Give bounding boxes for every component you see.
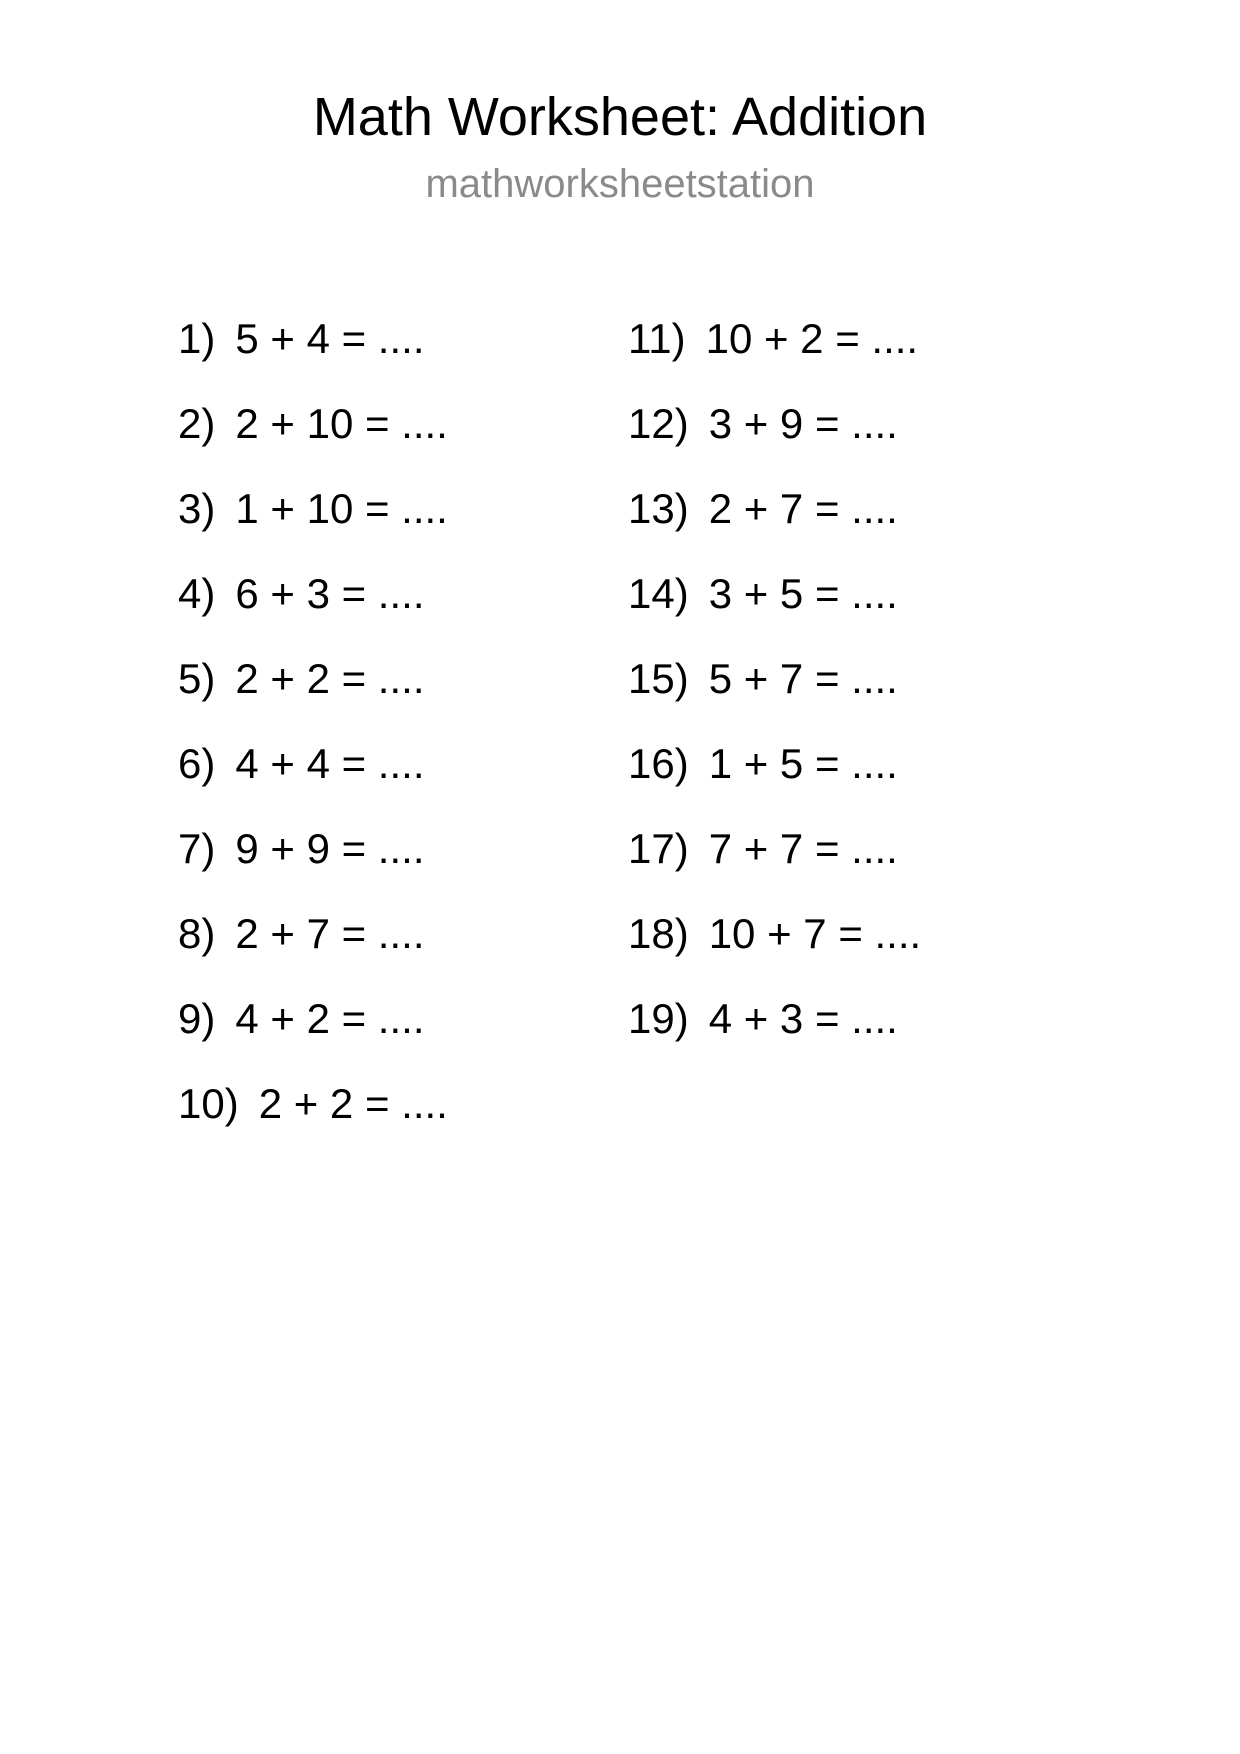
problem-row-1 [178, 296, 448, 381]
problem-row-7 [178, 806, 448, 891]
problem-expression: 6 + 3 = .... [235, 569, 425, 617]
problem-expression: 2 + 2 = .... [235, 654, 425, 702]
problem-number: 14) [628, 569, 689, 617]
problem-row-17 [628, 806, 921, 891]
problem-number: 19) [628, 994, 689, 1042]
problem-number: 1) [178, 314, 216, 362]
problem-expression: 3 + 9 = .... [708, 399, 898, 447]
problem-expression: 7 + 7 = .... [708, 824, 898, 872]
problem-row-19 [628, 976, 921, 1061]
problem-number: 2) [178, 399, 216, 447]
problems-column-right [628, 296, 921, 1061]
problem-expression: 2 + 10 = .... [235, 399, 448, 447]
problem-row-15 [628, 636, 921, 721]
problem-row-6 [178, 721, 448, 806]
problem-number: 6) [178, 739, 216, 787]
problem-row-9 [178, 976, 448, 1061]
problem-expression: 2 + 2 = .... [258, 1079, 448, 1127]
problem-row-16 [628, 721, 921, 806]
problem-row-11 [628, 296, 921, 381]
problem-expression: 4 + 3 = .... [708, 994, 898, 1042]
problem-row-2 [178, 381, 448, 466]
problem-row-13 [628, 466, 921, 551]
problems-column-left [178, 296, 448, 1146]
problem-row-14 [628, 551, 921, 636]
problem-number: 11) [628, 314, 686, 362]
problem-expression: 1 + 5 = .... [708, 739, 898, 787]
problem-expression: 5 + 7 = .... [708, 654, 898, 702]
problem-number: 16) [628, 739, 689, 787]
problem-number: 12) [628, 399, 689, 447]
problem-expression: 4 + 4 = .... [235, 739, 425, 787]
problem-number: 17) [628, 824, 689, 872]
page-subtitle: mathworksheetstation [425, 162, 815, 206]
problem-expression: 4 + 2 = .... [235, 994, 425, 1042]
problem-expression: 5 + 4 = .... [235, 314, 425, 362]
problem-expression: 10 + 7 = .... [708, 909, 922, 957]
problem-number: 9) [178, 994, 216, 1042]
problem-expression: 9 + 9 = .... [235, 824, 425, 872]
problem-row-8 [178, 891, 448, 976]
problem-row-3 [178, 466, 448, 551]
problem-expression: 2 + 7 = .... [235, 909, 425, 957]
problem-row-4 [178, 551, 448, 636]
problem-row-10 [178, 1061, 448, 1146]
problem-number: 15) [628, 654, 689, 702]
problem-expression: 10 + 2 = .... [705, 314, 919, 362]
problem-number: 5) [178, 654, 216, 702]
problem-row-18 [628, 891, 921, 976]
problem-row-12 [628, 381, 921, 466]
page-title: Math Worksheet: Addition [312, 87, 928, 147]
problem-number: 18) [628, 909, 689, 957]
problem-expression: 3 + 5 = .... [708, 569, 898, 617]
problem-number: 4) [178, 569, 216, 617]
problem-row-5 [178, 636, 448, 721]
problem-expression: 2 + 7 = .... [708, 484, 898, 532]
problem-number: 10) [178, 1079, 239, 1127]
problem-number: 7) [178, 824, 216, 872]
problem-number: 13) [628, 484, 689, 532]
problem-number: 8) [178, 909, 216, 957]
problem-expression: 1 + 10 = .... [235, 484, 448, 532]
problem-number: 3) [178, 484, 216, 532]
